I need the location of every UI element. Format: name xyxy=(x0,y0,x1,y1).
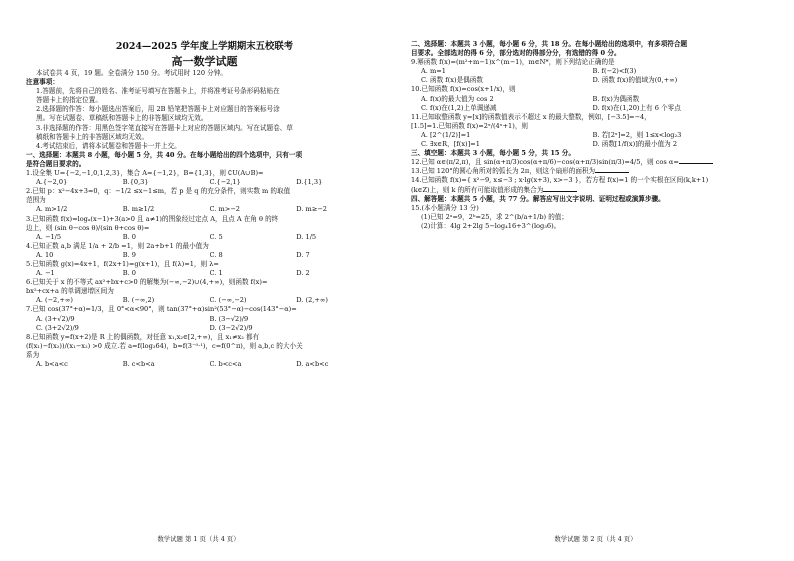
option-b: B.{0,3} xyxy=(122,178,149,187)
question-11-cont: [1.5]=1.已知函数 f(x)=2ˣ/(4ˣ+1)，则 xyxy=(411,121,529,130)
option-c: C.{−2,1} xyxy=(209,178,241,187)
answer-blank xyxy=(679,158,713,164)
note-line: 4.考试结束后，请将本试题卷和答题卡一并上交。 xyxy=(36,141,181,150)
note-line: 3.非选择题的作答：用黑色签字笔直接写在答题卡上对应的答题区域内。写在试题卷、草 xyxy=(36,123,293,132)
option-a: A. [2^(1/2)]=1 xyxy=(421,130,471,139)
subject-title: 高一数学试题 xyxy=(171,55,238,68)
option-d: D. (3−2√2)/9 xyxy=(209,323,253,332)
option-d: D.{1,3} xyxy=(296,178,323,187)
option-b: B. 9 xyxy=(122,250,136,259)
question-3-options xyxy=(26,233,383,242)
option-a: A. m>1/2 xyxy=(36,205,68,214)
question-6-cont: bx²+cx+a 的单调递增区间为 xyxy=(26,287,114,296)
notes-heading: 注意事项： xyxy=(26,78,59,87)
question-8: 8.已知函数 y=f(x+2)是 R 上的偶函数，对任意 x₁,x₂∈[2,+∞)，且 x₁≠x₂ 都有 xyxy=(26,332,260,341)
page-2-footer: 数学试题 第 2 页（共 4 页） xyxy=(554,535,637,543)
option-d: D. 函数[1/f(x)]的最小值为 2 xyxy=(592,140,678,149)
option-d: D. 2 xyxy=(296,269,310,278)
option-c: C. b<c<a xyxy=(209,360,242,368)
question-5-options xyxy=(26,269,383,278)
option-a: A. m=1 xyxy=(421,67,446,76)
option-d: D. 7 xyxy=(296,250,310,259)
question-13 xyxy=(411,167,764,176)
question-15-part-2: (2)计算：4lg 2+2lg 5−log₄16+3^(log₃6)。 xyxy=(421,221,561,230)
question-2: 2.已知 p：x²−4x+3=0，q：−1/2 ≤x−1≤m，若 p 是 q 的充分条件，则实数 m 的取值 xyxy=(26,187,291,196)
section-4-heading: 四、解答题：本题共 5 小题，共 77 分。解答应写出文字说明、证明过程或演算步骤。 xyxy=(411,194,665,203)
question-12 xyxy=(411,158,764,167)
exam-title: 2024—2025 学年度上学期期末五校联考 xyxy=(115,41,294,52)
question-8-cont-2: 系为 xyxy=(26,350,40,359)
note-line: 1.答题前，先将自己的姓名、准考证号填写在答题卡上，并将准考证号条形码粘贴在 xyxy=(36,87,280,96)
question-15-part-1: (1)已知 2ᵃ=9，2ᵇ=25，求 2^(b/a+1/b) 的值； xyxy=(421,212,568,221)
question-4-options xyxy=(26,251,383,260)
question-5: 5.已知函数 g(x)=4x+1，f(2x+1)=g(x+1)，且 f(λ)=1，则 λ= xyxy=(26,259,219,268)
section-3-heading: 三、填空题：本题共 3 小题，每小题 5 分，共 15 分。 xyxy=(411,149,575,158)
page-1-content xyxy=(26,40,383,369)
page-1-footer: 数学试题 第 1 页（共 4 页） xyxy=(157,535,240,543)
option-c: C. 8 xyxy=(209,250,223,259)
question-11: 11.已知取整函数 y=[x]的函数值表示不超过 x 的最大整数，例如，[−3.5]=−4， xyxy=(411,112,651,121)
question-10: 10.已知函数 f(x)=cos(x+1/x)，则 xyxy=(411,85,516,94)
option-a: A.{−2,0} xyxy=(36,178,68,187)
question-1-options xyxy=(26,178,383,187)
question-9-options-row-1 xyxy=(411,67,764,76)
option-b: B. (−∞,2) xyxy=(122,296,155,305)
question-6-options xyxy=(26,296,383,305)
section-1-heading-cont: 是符合题目要求的。 xyxy=(26,159,86,168)
option-a: A. (−2,+∞) xyxy=(36,296,73,305)
question-2-options xyxy=(26,205,383,214)
option-a: A. (3+√2)/9 xyxy=(36,314,75,323)
question-14-cont-text: (k∈Z)上，则 k 的所有可能取值形成的集合为 xyxy=(411,185,544,194)
note-line: 稿纸和答题卡上的非答题区域均无效。 xyxy=(36,132,149,141)
option-a: A. 10 xyxy=(36,250,54,259)
page-2-content xyxy=(411,40,764,231)
option-a: A. −1 xyxy=(36,269,55,278)
question-8-cont: (f(x₁)−f(x₂))/(x₁−x₂) >0 成立.若 a=f(log₃64)，b=f(3⁻⁰·¹)，c=f(0^π)，则 a,b,c 的大小关 xyxy=(26,341,303,350)
question-7-options-row-1 xyxy=(26,315,383,324)
question-7: 7.已知 cos(37°+α)=1/3，且 0°<α<90°，则 tan(37°+α)sin²(53°−α)−cos(143°−α)= xyxy=(26,305,297,314)
question-1: 1.设全集 U={−2,−1,0,1,2,3}，集合 A={−1,2}，B={1,3}，则 ∁U(A∪B)= xyxy=(26,169,264,178)
question-9: 9.幂函数 f(x)=(m²+m−1)x^(m−1)，m∈N*，则下列结论正确的是 xyxy=(411,58,615,67)
option-d: D. (2,+∞) xyxy=(296,296,328,305)
option-b: B. c<b<a xyxy=(122,360,155,368)
option-d: D. 函数 f(x)的值域为(0,+∞) xyxy=(592,76,678,85)
question-8-options xyxy=(26,360,383,369)
answer-blank xyxy=(543,186,577,192)
option-b: B. (3−√2)/9 xyxy=(209,314,249,323)
option-c: C. ∃x∈R，[f(x)]=1 xyxy=(421,140,480,149)
question-15: 15.(本小题满分 13 分) xyxy=(411,203,479,212)
section-2-heading: 二、选择题：本题共 3 小题，每小题 6 分，共 18 分。在每小题给出的选项中，有多项符合题 xyxy=(411,40,688,48)
question-7-options-row-2 xyxy=(26,324,383,333)
answer-blank xyxy=(595,167,629,173)
question-4: 4.已知正数 a,b 满足 1/a + 2/b =1，则 2a+b+1 的最小值为 xyxy=(26,241,209,250)
option-c: C. 5 xyxy=(209,232,223,241)
question-3-cont: 边上，则 (sin θ−cos θ)/(sin θ+cos θ)= xyxy=(26,223,150,232)
option-a: A. b<a<c xyxy=(36,360,68,368)
option-d: D. 1/5 xyxy=(296,232,317,241)
exam-info: 本试卷共 4 页，19 题。全卷满分 150 分。考试用时 120 分钟。 xyxy=(36,69,227,77)
page-2 xyxy=(397,0,794,561)
section-2-heading-cont: 目要求。全部选对的得 6 分，部分选对的得部分分，有选错的得 0 分。 xyxy=(411,49,621,58)
question-2-cont: 范围为 xyxy=(26,196,46,205)
option-d: D. a<b<c xyxy=(296,360,329,368)
question-9-options-row-2 xyxy=(411,76,764,85)
option-a: A. −1/5 xyxy=(36,232,62,241)
note-line: 黑。写在试题卷、草稿纸和答题卡上的非答题区域均无效。 xyxy=(36,114,208,123)
option-c: C. m>−2 xyxy=(209,205,240,214)
question-10-options-row-1 xyxy=(411,95,764,104)
question-14-cont xyxy=(411,186,764,195)
section-1-heading: 一、选择题：本题共 8 小题，每小题 5 分，共 40 分。在每小题给出的四个选项中，只有一项 xyxy=(26,150,303,159)
note-line: 2.选择题的作答：每小题选出答案后，用 2B 铅笔把答题卡上对应题目的答案标号涂 xyxy=(36,105,280,114)
question-12-text: 12.已知 α∈(π/2,π)，且 sin(α+π/3)cos(α+π/6)−cos(α+π/3)sin(π/3)=4/5，则 cos α= xyxy=(411,158,679,167)
option-c: C. 1 xyxy=(209,269,223,278)
option-c: C. (3+2√2)/9 xyxy=(36,323,79,332)
question-10-options-row-2 xyxy=(411,104,764,113)
option-b: B. m≥1/2 xyxy=(122,205,155,214)
option-c: C. (−∞,−2) xyxy=(209,296,247,305)
note-line: 答题卡上的指定位置。 xyxy=(36,96,102,105)
option-d: D. m≥−2 xyxy=(296,205,327,214)
option-b: B. 0 xyxy=(122,232,136,241)
question-3: 3.已知函数 f(x)=logₐ(x−1)+3(a>0 且 a≠1)的图象经过定点 A，且点 A 在角 θ 的终 xyxy=(26,214,279,223)
option-b: B. f(x)为偶函数 xyxy=(592,94,640,103)
question-11-options-row-1 xyxy=(411,131,764,140)
question-6: 6.已知关于 x 的不等式 ax²+bx+c>0 的解集为(−∞,−2)∪(4,+∞)，则函数 f(x)= xyxy=(26,278,268,287)
option-c: C. f(x)在(1,2)上单调递减 xyxy=(421,103,497,112)
option-b: B. f(−2)<f(3) xyxy=(592,67,637,76)
option-c: C. 函数 f(x)是偶函数 xyxy=(421,76,483,85)
question-13-text: 13.已知 120°的圆心角所对的弧长为 2π，则这个扇形的面积为 xyxy=(411,167,596,176)
option-a: A. f(x)的最大值为 cos 2 xyxy=(421,94,494,103)
question-11-options-row-2 xyxy=(411,140,764,149)
option-b: B. 若[2ˣ]=2，则 1≤x<log₂3 xyxy=(592,130,682,139)
option-d: D. f(x)在(1,20)上有 6 个零点 xyxy=(592,103,681,112)
question-14: 14.已知函数 f(x)={ x²−9, x≤−3 ; x·lg(x+3), x>−3 }，若方程 f(x)=1 的一个实根在区间(k,k+1) xyxy=(411,176,709,185)
option-b: B. 0 xyxy=(122,269,136,278)
